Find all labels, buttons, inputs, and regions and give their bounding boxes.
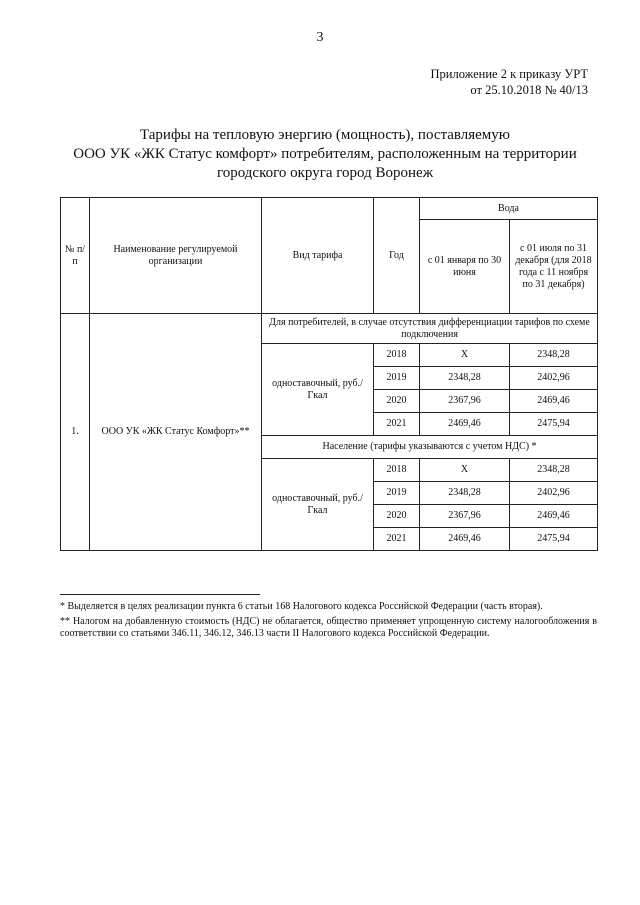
value-period-1: 2367,96 — [420, 390, 510, 413]
appendix-line-2: от 25.10.2018 № 40/13 — [470, 83, 588, 97]
page-number: 3 — [316, 30, 324, 45]
header-organization: Наименование регулируемой организации — [90, 198, 262, 314]
document-title — [60, 126, 590, 183]
value-period-1: Х — [420, 459, 510, 482]
organization-name: ООО УК «ЖК Статус Комфорт»** — [90, 314, 262, 551]
value-period-2: 2402,96 — [510, 482, 598, 505]
value-period-1: 2348,28 — [420, 367, 510, 390]
row-number: 1. — [61, 314, 90, 551]
tariff-table — [60, 197, 598, 551]
title-line-1: Тарифы на тепловую энергию (мощность), поставляемую — [139, 127, 511, 143]
header-tariff-type: Вид тарифа — [262, 198, 374, 314]
header-period-2: с 01 июля по 31 декабря (для 2018 года с 11 ноября по 31 декабря) — [510, 220, 598, 314]
year-cell: 2021 — [374, 528, 420, 551]
header-period-1: с 01 января по 30 июня — [420, 220, 510, 314]
value-period-2: 2348,28 — [510, 344, 598, 367]
header-water: Вода — [420, 198, 598, 220]
header-year: Год — [374, 198, 420, 314]
tariff-type-cell: одноставочный, руб./Гкал — [262, 459, 374, 551]
year-cell: 2020 — [374, 505, 420, 528]
year-cell: 2021 — [374, 413, 420, 436]
footnotes — [60, 601, 597, 643]
footnote-1: * Выделяется в целях реализации пункта 6 статьи 168 Налогового кодекса Российской Федерации (часть вторая). — [60, 601, 543, 612]
value-period-2: 2475,94 — [510, 528, 598, 551]
year-cell: 2018 — [374, 459, 420, 482]
value-period-2: 2469,46 — [510, 505, 598, 528]
value-period-2: 2348,28 — [510, 459, 598, 482]
title-line-2: ООО УК «ЖК Статус комфорт» потребителям, расположенным на территории — [73, 146, 577, 162]
year-cell: 2019 — [374, 482, 420, 505]
value-period-2: 2469,46 — [510, 390, 598, 413]
appendix-reference — [431, 66, 589, 98]
header-number: № п/п — [61, 198, 90, 314]
value-period-2: 2475,94 — [510, 413, 598, 436]
tariff-type-cell: одноставочный, руб./Гкал — [262, 344, 374, 436]
value-period-2: 2402,96 — [510, 367, 598, 390]
section-title: Для потребителей, в случае отсутствия дифференциации тарифов по схеме подключения — [262, 314, 598, 344]
footnote-divider — [60, 594, 260, 595]
value-period-1: 2469,46 — [420, 528, 510, 551]
appendix-line-1: Приложение 2 к приказу УРТ — [430, 67, 588, 81]
value-period-1: 2469,46 — [420, 413, 510, 436]
year-cell: 2020 — [374, 390, 420, 413]
value-period-1: 2348,28 — [420, 482, 510, 505]
value-period-1: 2367,96 — [420, 505, 510, 528]
value-period-1: Х — [420, 344, 510, 367]
section-title: Население (тарифы указываются с учетом НДС) * — [262, 436, 598, 459]
year-cell: 2018 — [374, 344, 420, 367]
footnote-2: ** Налогом на добавленную стоимость (НДС) не облагается, общество применяет упрощенную систему налогообложения в соответствии со статьями 346.11, 346.12, 346.13 части II Налогового кодекса Российской Федерации. — [60, 615, 597, 639]
title-line-3: городского округа город Воронеж — [216, 165, 434, 181]
year-cell: 2019 — [374, 367, 420, 390]
